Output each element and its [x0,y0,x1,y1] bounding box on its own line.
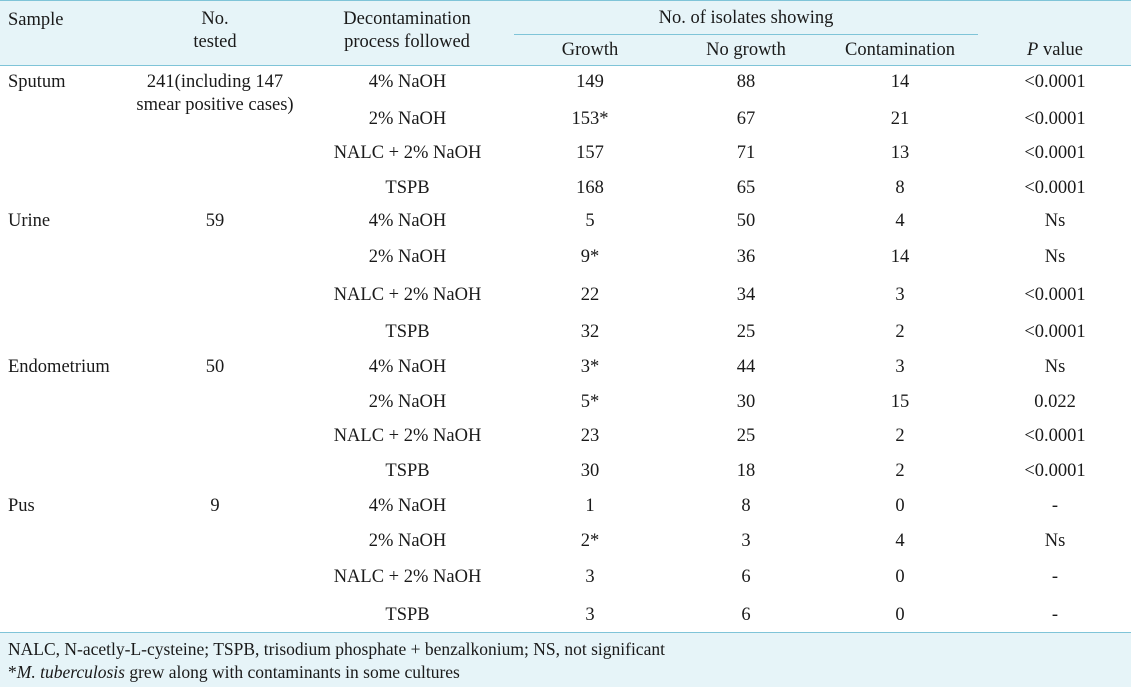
cell-growth: 3 [585,567,595,587]
table-footnotes [0,632,1131,687]
table-row [0,526,1131,556]
cell-sample: Endometrium [8,357,110,377]
cell-growth: 149 [576,72,604,92]
header-p-rest: value [1038,40,1083,60]
cell-process: TSPB [385,322,430,342]
cell-process: TSPB [385,605,430,625]
cell-no-growth: 25 [736,426,756,446]
cell-growth: 1 [585,496,595,516]
cell-contamination: 4 [895,211,905,231]
header-no-growth: No growth [706,40,786,60]
cell-p-value: <0.0001 [1024,426,1086,446]
cell-p-value: <0.0001 [1024,109,1086,129]
cell-p-value: Ns [1044,357,1066,377]
cell-contamination: 14 [890,72,910,92]
cell-no-growth: 18 [736,461,756,481]
cell-process: 4% NaOH [368,357,447,377]
cell-no-tested: 9 [210,496,220,516]
cell-no-growth: 3 [741,531,751,551]
cell-contamination: 14 [890,247,910,267]
cell-no-growth: 6 [741,567,751,587]
cell-growth: 3 [585,605,595,625]
cell-p-value: - [1051,496,1059,516]
header-sample: Sample [8,10,64,30]
table-row [0,67,1131,115]
cell-contamination: 0 [895,496,905,516]
cell-p-value: Ns [1044,211,1066,231]
cell-contamination: 0 [895,567,905,587]
cell-p-value: Ns [1044,531,1066,551]
cell-contamination: 2 [895,426,905,446]
table-row [0,317,1131,347]
table-row [0,491,1131,521]
header-group-rule [514,34,978,35]
cell-p-value: <0.0001 [1024,285,1086,305]
cell-p-value: - [1051,567,1059,587]
table-row [0,562,1131,592]
cell-growth: 30 [580,461,600,481]
cell-growth: 2* [580,531,600,551]
cell-contamination: 3 [895,357,905,377]
header-no-tested [130,8,300,54]
header-no-tested-line1: No. [201,9,229,29]
cell-growth: 157 [576,143,604,163]
header-process-line2: process followed [344,32,470,52]
cell-p-value: <0.0001 [1024,72,1086,92]
cell-contamination: 2 [895,461,905,481]
cell-growth: 3* [580,357,600,377]
table-row [0,242,1131,272]
cell-process: 4% NaOH [368,72,447,92]
cell-growth: 5 [585,211,595,231]
table-row [0,352,1131,382]
cell-process: 2% NaOH [368,247,447,267]
table-row [0,280,1131,310]
cell-p-value: <0.0001 [1024,178,1086,198]
header-no-tested-line2: tested [193,32,237,52]
table-row [0,206,1131,236]
cell-no-growth: 30 [736,392,756,412]
cell-no-growth: 36 [736,247,756,267]
table-row [0,138,1131,168]
footnote-asterisk [8,661,1123,684]
header-process-line1: Decontamination [343,9,471,29]
cell-no-growth: 44 [736,357,756,377]
cell-no-growth: 71 [736,143,756,163]
cell-contamination: 0 [895,605,905,625]
cell-no-growth: 25 [736,322,756,342]
cell-sample: Urine [8,211,51,231]
cell-process: 4% NaOH [368,496,447,516]
table-row [0,104,1131,134]
cell-process: 2% NaOH [368,109,447,129]
cell-growth: 153* [571,109,609,129]
cell-process: 2% NaOH [368,531,447,551]
cell-no-tested: 241(including 147 smear positive cases) [136,72,294,115]
cell-sample: Sputum [8,72,66,92]
cell-process: TSPB [385,178,430,198]
cell-no-tested: 50 [205,357,225,377]
cell-sample: Pus [8,496,35,516]
cell-p-value: <0.0001 [1024,461,1086,481]
cell-no-growth: 88 [736,72,756,92]
cell-no-growth: 34 [736,285,756,305]
cell-process: 4% NaOH [368,211,447,231]
cell-p-value: Ns [1044,247,1066,267]
cell-process: NALC + 2% NaOH [333,567,482,587]
header-p-letter: P [1027,40,1039,60]
cell-no-growth: 8 [741,496,751,516]
cell-no-growth: 65 [736,178,756,198]
cell-process: TSPB [385,461,430,481]
cell-process: 2% NaOH [368,392,447,412]
table-row [0,173,1131,203]
cell-growth: 5* [580,392,600,412]
cell-contamination: 8 [895,178,905,198]
cell-contamination: 3 [895,285,905,305]
cell-process: NALC + 2% NaOH [333,143,482,163]
cell-p-value: - [1051,605,1059,625]
header-p-value [995,39,1115,62]
header-growth: Growth [561,40,619,60]
cell-no-growth: 67 [736,109,756,129]
table-header [0,0,1131,66]
footnote-abbreviations: NALC, N-acetly-L-cysteine; TSPB, trisodium phosphate + benzalkonium; NS, not significant [8,639,665,659]
header-process [302,8,512,54]
cell-growth: 168 [576,178,604,198]
cell-contamination: 15 [890,392,910,412]
footnote-note-text: grew along with contaminants in some cultures [124,662,460,682]
footnote-organism: M. tuberculosis [16,662,125,682]
header-contamination: Contamination [845,40,955,60]
cell-contamination: 21 [890,109,910,129]
cell-p-value: <0.0001 [1024,143,1086,163]
cell-growth: 22 [580,285,600,305]
cell-process: NALC + 2% NaOH [333,285,482,305]
cell-no-tested: 59 [205,211,225,231]
cell-no-growth: 50 [736,211,756,231]
cell-growth: 9* [580,247,600,267]
cell-no-growth: 6 [741,605,751,625]
table-row [0,421,1131,451]
cell-p-value: <0.0001 [1024,322,1086,342]
footnote-star: * [8,662,17,682]
table-row [0,456,1131,486]
cell-growth: 32 [580,322,600,342]
cell-contamination: 2 [895,322,905,342]
table-row [0,600,1131,630]
cell-process: NALC + 2% NaOH [333,426,482,446]
cell-contamination: 13 [890,143,910,163]
table-row [0,387,1131,417]
cell-contamination: 4 [895,531,905,551]
cell-p-value: 0.022 [1034,392,1076,412]
header-isolates-group: No. of isolates showing [658,8,834,28]
cell-growth: 23 [580,426,600,446]
